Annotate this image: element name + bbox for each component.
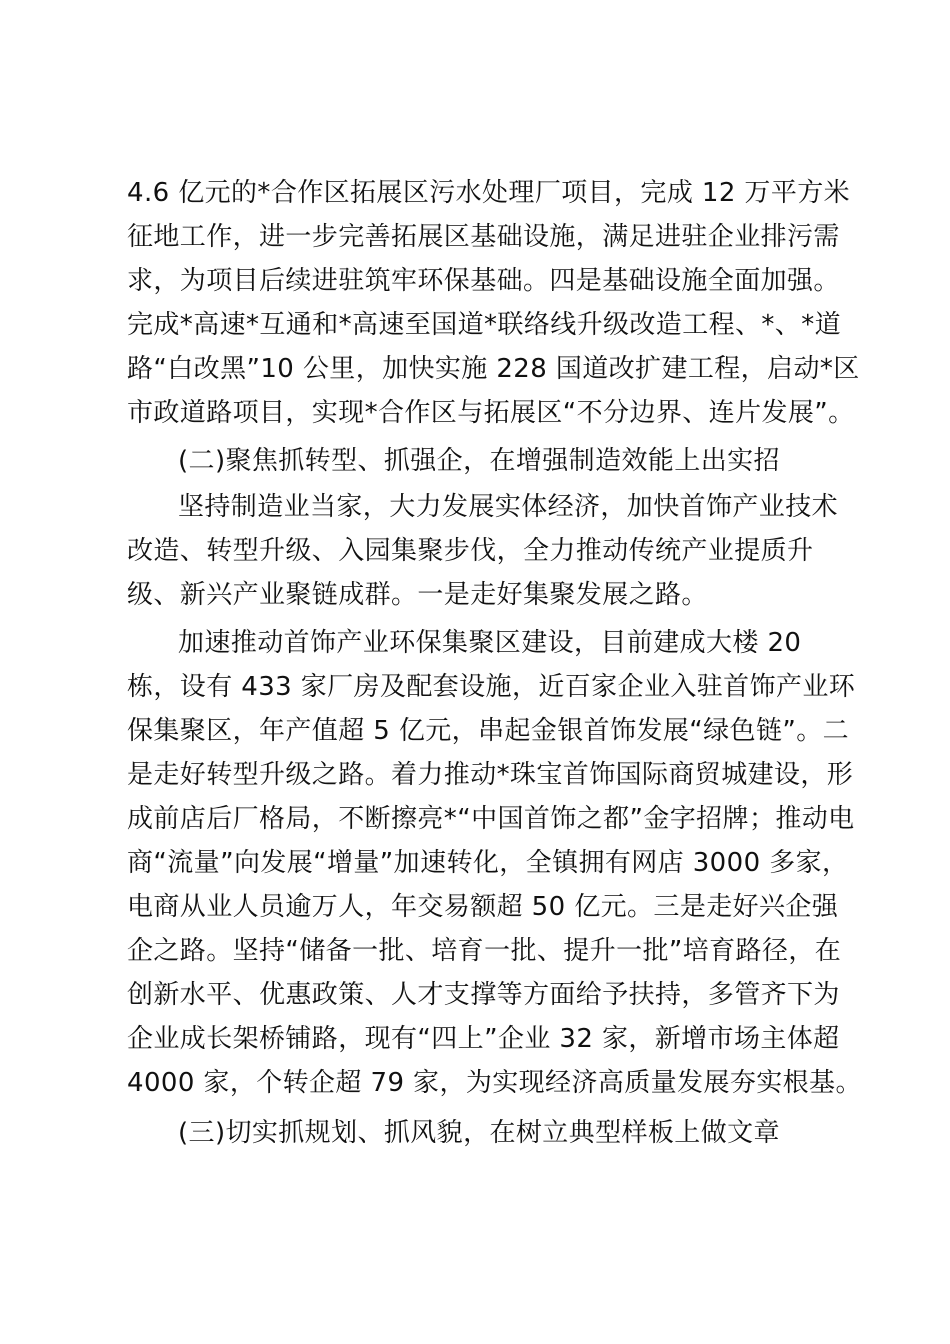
text-line: 加速推动首饰产业环保集聚区建设，目前建成大楼 20 bbox=[178, 628, 802, 658]
text-line: 保集聚区，年产值超 5 亿元，串起金银首饰发展“绿色链”。二 bbox=[127, 716, 850, 746]
text-line: 创新水平、优惠政策、人才支撑等方面给予扶持，多管齐下为 bbox=[127, 980, 840, 1010]
section-heading: (二)聚焦抓转型、抓强企，在增强制造效能上出实招 bbox=[178, 446, 780, 476]
text-line: 商“流量”向发展“增量”加速转化，全镇拥有网店 3000 多家， bbox=[127, 848, 849, 878]
text-line: 电商从业人员逾万人，年交易额超 50 亿元。三是走好兴企强 bbox=[127, 892, 839, 922]
text-line: 企业成长架桥铺路，现有“四上”企业 32 家，新增市场主体超 bbox=[127, 1024, 840, 1054]
text-line: 4.6 亿元的*合作区拓展区污水处理厂项目，完成 12 万平方米 bbox=[127, 178, 851, 208]
text-line: 企之路。坚持“储备一批、培育一批、提升一批”培育路径，在 bbox=[127, 936, 842, 966]
text-line: 市政道路项目，实现*合作区与拓展区“不分边界、连片发展”。 bbox=[127, 398, 855, 428]
text-line: 改造、转型升级、入园集聚步伐，全力推动传统产业提质升 bbox=[127, 536, 814, 566]
section-heading: (三)切实抓规划、抓风貌，在树立典型样板上做文章 bbox=[178, 1118, 780, 1148]
text-line: 4000 家，个转企超 79 家，为实现经济高质量发展夯实根基。 bbox=[127, 1068, 862, 1098]
text-line: 级、新兴产业聚链成群。一是走好集聚发展之路。 bbox=[127, 580, 708, 610]
text-line: 完成*高速*互通和*高速至国道*联络线升级改造工程、*、*道 bbox=[127, 310, 842, 340]
text-line: 路“白改黑”10 公里，加快实施 228 国道改扩建工程，启动*区 bbox=[127, 354, 860, 384]
text-line: 征地工作，进一步完善拓展区基础设施，满足进驻企业排污需 bbox=[127, 222, 840, 252]
text-line: 求，为项目后续进驻筑牢环保基础。四是基础设施全面加强。 bbox=[127, 266, 840, 296]
text-line: 成前店后厂格局，不断擦亮*“中国首饰之都”金字招牌；推动电 bbox=[127, 804, 855, 834]
text-line: 是走好转型升级之路。着力推动*珠宝首饰国际商贸城建设，形 bbox=[127, 760, 854, 790]
text-line: 栋，设有 433 家厂房及配套设施，近百家企业入驻首饰产业环 bbox=[127, 672, 856, 702]
text-line: 坚持制造业当家，大力发展实体经济，加快首饰产业技术 bbox=[178, 492, 839, 522]
